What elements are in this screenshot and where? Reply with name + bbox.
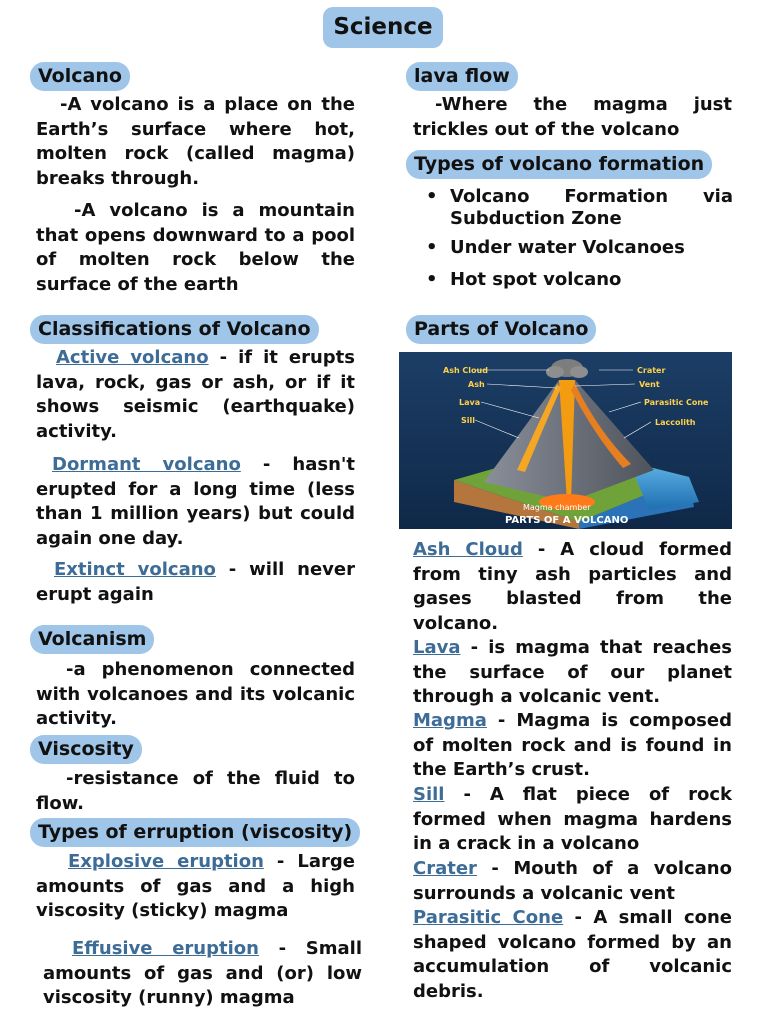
lava-term: Lava [413, 637, 461, 658]
diagram-label-magma-chamber: Magma chamber [523, 503, 591, 512]
volcano-definition-2: -A volcano is a mountain that opens downward to a pool of molten rock below the surface of the earth [36, 200, 355, 295]
diagram-label-vent: Vent [639, 380, 660, 389]
crater-desc: - Mouth of a volcano surrounds a volcanic vent [413, 858, 732, 904]
dormant-volcano-definition [36, 453, 355, 551]
explosive-eruption-definition [36, 850, 355, 924]
lava-definition [413, 636, 732, 710]
active-volcano-desc: - if it erupts lava, rock, gas or ash, or if it shows seismic (earthquake) activity. [36, 347, 355, 442]
ash-cloud-definition [413, 538, 732, 636]
diagram-label-lava: Lava [459, 398, 481, 407]
parasitic-cone-term: Parasitic Cone [413, 907, 564, 928]
formation-type-item: • Under water Volcanoes [418, 237, 733, 259]
extinct-volcano-definition [36, 558, 355, 607]
classifications-heading: Classifications of Volcano [30, 315, 319, 344]
sill-term: Sill [413, 784, 445, 805]
crater-definition [413, 857, 732, 906]
ash-cloud-term: Ash Cloud [413, 539, 523, 560]
ash-cloud-desc: - A cloud formed from tiny ash particles and gases blasted from the volcano. [413, 539, 733, 634]
magma-desc: - Magma is composed of molten rock and is found in the Earth’s crust. [413, 710, 732, 780]
dormant-volcano-term: Dormant volcano [52, 454, 241, 475]
eruption-types-heading: Types of erruption (viscosity) [30, 818, 360, 847]
explosive-eruption-term: Explosive eruption [68, 851, 264, 872]
sill-definition [413, 783, 732, 857]
formation-type-item: • Hot spot volcano [418, 269, 733, 291]
diagram-label-parasitic-cone: Parasitic Cone [644, 398, 709, 407]
effusive-eruption-term: Effusive eruption [72, 938, 259, 959]
explosive-eruption-desc: - Large amounts of gas and a high viscosity (sticky) magma [36, 851, 355, 921]
extinct-volcano-term: Extinct volcano [54, 559, 216, 580]
page-title: Science [323, 7, 443, 48]
diagram-label-laccolith: Laccolith [655, 418, 696, 427]
formation-type-item: • Volcano Formation via Subduction Zone [418, 186, 733, 230]
parasitic-cone-desc: - A small cone shaped volcano formed by an accumulation of volcanic debris. [413, 907, 733, 1002]
volcanism-heading: Volcanism [30, 625, 154, 654]
effusive-eruption-desc: - Small amounts of gas and (or) low viscosity (runny) magma [43, 938, 362, 1008]
volcano-diagram [399, 352, 732, 529]
volcano-heading: Volcano [30, 62, 130, 91]
magma-definition [413, 709, 732, 783]
sill-desc: - A flat piece of rock formed when magma hardens in a crack in a volcano [413, 784, 732, 854]
extinct-volcano-desc: - will never erupt again [36, 559, 355, 605]
diagram-label-ash-cloud: Ash Cloud [443, 366, 488, 375]
formation-types-heading: Types of volcano formation [406, 150, 712, 179]
parasitic-cone-definition [413, 906, 732, 1004]
formation-types-list [418, 186, 733, 300]
lava-flow-heading: lava flow [406, 62, 518, 91]
diagram-label-ash: Ash [468, 380, 485, 389]
crater-term: Crater [413, 858, 477, 879]
diagram-caption: PARTS OF A VOLCANO [505, 515, 629, 526]
volcanism-definition: -a phenomenon connected with volcanoes and its volcanic activity. [36, 659, 355, 729]
active-volcano-definition [36, 346, 355, 444]
parts-heading: Parts of Volcano [406, 315, 596, 344]
dormant-volcano-desc: - hasn't erupted for a long time (less than 1 million years) but could again one day. [36, 454, 355, 549]
magma-term: Magma [413, 710, 487, 731]
diagram-label-crater: Crater [637, 366, 666, 375]
viscosity-definition: -resistance of the fluid to flow. [36, 768, 355, 814]
lava-desc: - is magma that reaches the surface of our planet through a volcanic vent. [413, 637, 732, 707]
active-volcano-term: Active volcano [56, 347, 209, 368]
volcano-definition-1: -A volcano is a place on the Earth’s surface where hot, molten rock (called magma) breaks through. [36, 94, 355, 189]
viscosity-heading: Viscosity [30, 735, 142, 764]
diagram-label-sill: Sill [461, 416, 475, 425]
effusive-eruption-definition [43, 937, 362, 1011]
lava-flow-definition: -Where the magma just trickles out of the volcano [413, 94, 732, 140]
